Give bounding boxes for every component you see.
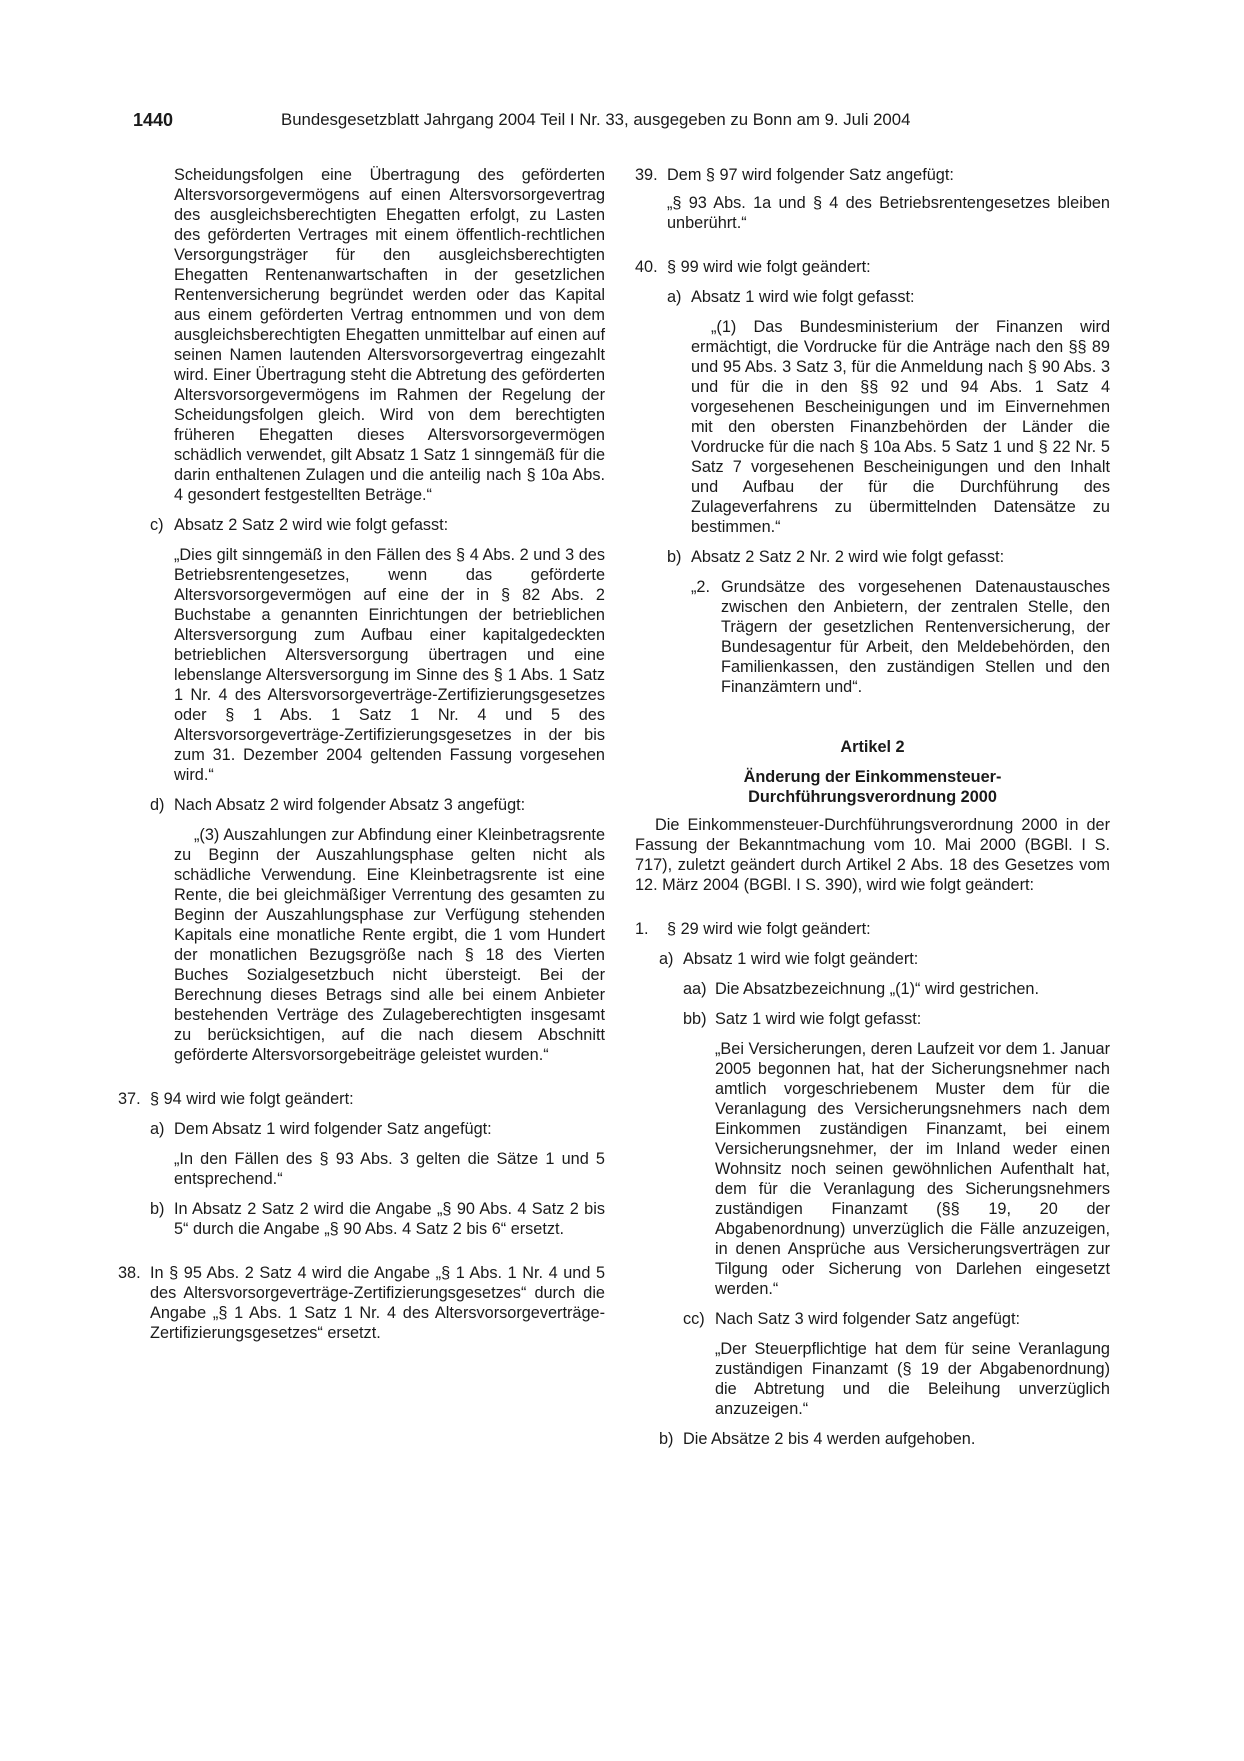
quote-bb: „Bei Versicherungen, deren Laufzeit vor dem 1. Januar 2005 begonnen hat, hat der Sicherungsnehmer nach amtlich vorgeschriebenem Muster dem für die Veranlagung des Versicherungsnehmers nach dem Einkommen zuständigen Finanzamt, bei einem Versicherungsnehmer, der im Inland weder einen Wohnsitz noch seinen gewöhnlichen Aufenthalt hat, dem für die Veranlagung des Sicherungsnehmers zuständigen Finanzamt (§§ 19, 20 der Abgabenordnung) unverzüglich die Fälle anzuzeigen, in denen Ansprüche aus Versicherungsverträgen zur Tilgung oder Sicherung von Darlehen eingesetzt werden.“ [715,1040,1110,1298]
item-text: Nach Absatz 2 wird folgender Absatz 3 angefügt: [174,796,526,814]
item-label: cc) [683,1310,705,1328]
item-text: Die Absatzbezeichnung „(1)“ wird gestrichen. [715,980,1039,998]
item-text: Die Absätze 2 bis 4 werden aufgehoben. [683,1430,976,1448]
item-38 [118,1263,605,1343]
item-label: b) [150,1200,165,1218]
item-c [133,515,605,535]
item-text: In § 95 Abs. 2 Satz 4 wird die Angabe „§ 1 Abs. 1 Nr. 4 und 5 des Altersvorsorgeverträge-Zertifizierungsgesetzes“ durch die Angabe „§ 1 Abs. 1 Satz 1 Nr. 4 des Altersvorsorgeverträge-Zertifizierungsgesetzes“ ersetzt. [150,1264,605,1342]
item-text: § 99 wird wie folgt geändert: [667,258,871,276]
item-1a [635,949,1110,969]
item-40b [635,547,1110,567]
item-text: Dem Absatz 1 wird folgender Satz angefügt: [174,1120,492,1138]
article-subtitle-line-1: Änderung der Einkommensteuer- [743,768,1002,786]
item-text: § 29 wird wie folgt geändert: [667,920,871,938]
item-40 [635,257,1110,277]
item-label: b) [667,548,682,566]
item-label: a) [667,288,682,306]
item-bb [635,1009,1110,1029]
quote-number: „2. [691,578,711,596]
item-39 [635,165,1110,185]
quote-d: „(3) Auszahlungen zur Abfindung einer Kleinbetragsrente zu Beginn der Auszahlungsphase gelten nicht als schädliche Verwendung. Eine Kleinbetragsrente ist eine Rente, die bei gleichmäßiger Verrentung des gesamten zu Beginn der Auszahlungsphase zur Verfügung stehenden Kapitals eine monatliche Rente ergibt, die 1 vom Hundert der monatlichen Bezugsgröße nach § 18 des Vierten Buches Sozialgesetzbuch nicht übersteigt. Bei der Berechnung dieses Betrags sind alle bei einem Anbieter bestehenden Verträge des Zulageberechtigten insgesamt zu berücksichtigen, auf die nach diesem Abschnitt geförderte Altersvorsorgebeiträge geleistet wurden.“ [174,826,605,1064]
item-label: c) [150,516,164,534]
item-text: Satz 1 wird wie folgt gefasst: [715,1010,922,1028]
left-column [118,165,605,1343]
quote-cc: „Der Steuerpflichtige hat dem für seine Veranlagung zuständigen Finanzamt (§ 19 der Abgabenordnung) die Abtretung und die Beleihung unverzüglich anzuzeigen.“ [715,1340,1110,1418]
quote-c: „Dies gilt sinngemäß in den Fällen des § 4 Abs. 2 und 3 des Betriebsrentengesetzes, wenn das geförderte Altersvorsorgevermögen auf eine der in § 82 Abs. 2 Buchstabe a genannten Einrichtungen der betrieblichen Altersversorgung zum Aufbau einer kapitalgedeckten betrieblichen Altersversorgung übertragen und eine lebenslange Altersversorgung im Sinne des § 1 Abs. 1 Satz 1 Nr. 4 des Altersvorsorgeverträge-Zertifizierungsgesetzes oder § 1 Abs. 1 Satz 1 Nr. 4 und 5 des Altersvorsorgeverträge-Zertifizierungsgesetzes in der bis zum 31. Dezember 2004 geltenden Fassung vorgesehen wird.“ [174,546,605,784]
item-number: 38. [118,1264,141,1282]
item-text: In Absatz 2 Satz 2 wird die Angabe „§ 90 Abs. 4 Satz 2 bis 5“ durch die Angabe „§ 90 Abs. 4 Satz 2 bis 6“ ersetzt. [174,1200,605,1238]
quote-40b [635,577,1110,697]
item-d [133,795,605,815]
item-aa [635,979,1110,999]
item-37 [118,1089,605,1109]
quote-text: Grundsätze des vorgesehenen Datenaustausches zwischen den Anbietern, der zentralen Stelle, den Trägern der gesetzlichen Rentenversicherung, der Bundesagentur für Arbeit, den Meldebehörden, den Familienkassen, den zuständigen Stellen und den Finanzämtern und“. [721,578,1110,696]
item-text: Absatz 2 Satz 2 wird wie folgt gefasst: [174,516,449,534]
continuation-paragraph: Scheidungsfolgen eine Übertragung des geförderten Altersvorsorgevermögens auf einen Altersvorsorgevertrag des ausgleichsberechtigten Ehegatten erfolgt, zu Lasten des geförderten Vertrages mit einem öffentlich-rechtlichen Versorgungsträger für den ausgleichsberechtigten Ehegatten Rentenanwartschaften in der gesetzlichen Rentenversicherung begründet werden oder das Kapital aus einem geförderten Vertrag entnommen und von dem ausgleichsberechtigten Ehegatten unmittelbar auf einen auf seinen Namen lautenden Altersvorsorgevertrag eingezahlt wird. Einer Übertragung steht die Abtretung des geförderten Altersvorsorgevermögens im Rahmen der Regelung der Scheidungsfolgen gleich. Wird von dem berechtigten früheren Ehegatten dieses Altersvorsorgevermögen schädlich verwendet, gilt Absatz 1 Satz 1 sinngemäß für die darin enthaltenen Zulagen und die anteilig nach § 10a Abs. 4 gesondert festgestellten Beträge.“ [174,166,605,504]
article-title: Artikel 2 [840,738,905,756]
running-title: Bundesgesetzblatt Jahrgang 2004 Teil I Nr. 33, ausgegeben zu Bonn am 9. Juli 2004 [281,110,911,129]
item-1b [635,1429,1110,1449]
item-label: d) [150,796,165,814]
item-37b [133,1199,605,1239]
right-column [635,165,1110,1449]
item-text: § 94 wird wie folgt geändert: [150,1090,354,1108]
item-text: Absatz 1 wird wie folgt geändert: [683,950,919,968]
quote-39: „§ 93 Abs. 1a und § 4 des Betriebsrentengesetzes bleiben unberührt.“ [667,194,1110,232]
item-label: bb) [683,1010,707,1028]
item-label: aa) [683,980,707,998]
item-number: 1. [635,920,649,938]
item-text: Absatz 1 wird wie folgt gefasst: [691,288,915,306]
article-subtitle-line-2: Durchführungsverordnung 2000 [748,788,997,806]
item-37a [133,1119,605,1139]
item-label: a) [150,1120,165,1138]
item-text: Dem § 97 wird folgender Satz angefügt: [667,166,954,184]
page-number: 1440 [133,110,174,130]
item-40a [635,287,1110,307]
page-header [133,110,1133,132]
item-number: 37. [118,1090,141,1108]
item-text: Nach Satz 3 wird folgender Satz angefügt: [715,1310,1021,1328]
item-text: Absatz 2 Satz 2 Nr. 2 wird wie folgt gefasst: [691,548,1005,566]
item-number: 39. [635,166,658,184]
quote-40a: „(1) Das Bundesministerium der Finanzen wird ermächtigt, die Vordrucke für die Anträge nach den §§ 89 und 95 Abs. 3 Satz 3, für die Anmeldung nach § 90 Abs. 3 und für die in den §§ 92 und 94 Abs. 1 Satz 4 vorgesehenen Bescheinigungen und im Einvernehmen mit den obersten Finanzbehörden der Länder die Vordrucke für die nach § 10a Abs. 5 Satz 1 und § 22 Nr. 5 Satz 7 vorgesehenen Bescheinigungen und den Inhalt und Aufbau der für die Durchführung des Zulageverfahrens zu übermittelnden Datensätze zu bestimmen.“ [691,318,1110,536]
item-label: b) [659,1430,674,1448]
item-number: 40. [635,258,658,276]
item-1 [635,919,1110,939]
item-label: a) [659,950,674,968]
item-cc [635,1309,1110,1329]
article-intro: Die Einkommensteuer-Durchführungsverordnung 2000 in der Fassung der Bekanntmachung vom 10. Mai 2000 (BGBl. I S. 717), zuletzt geändert durch Artikel 2 Abs. 18 des Gesetzes vom 12. März 2004 (BGBl. I S. 390), wird wie folgt geändert: [635,816,1110,894]
quote-37a: „In den Fällen des § 93 Abs. 3 gelten die Sätze 1 und 5 entsprechend.“ [174,1150,605,1188]
